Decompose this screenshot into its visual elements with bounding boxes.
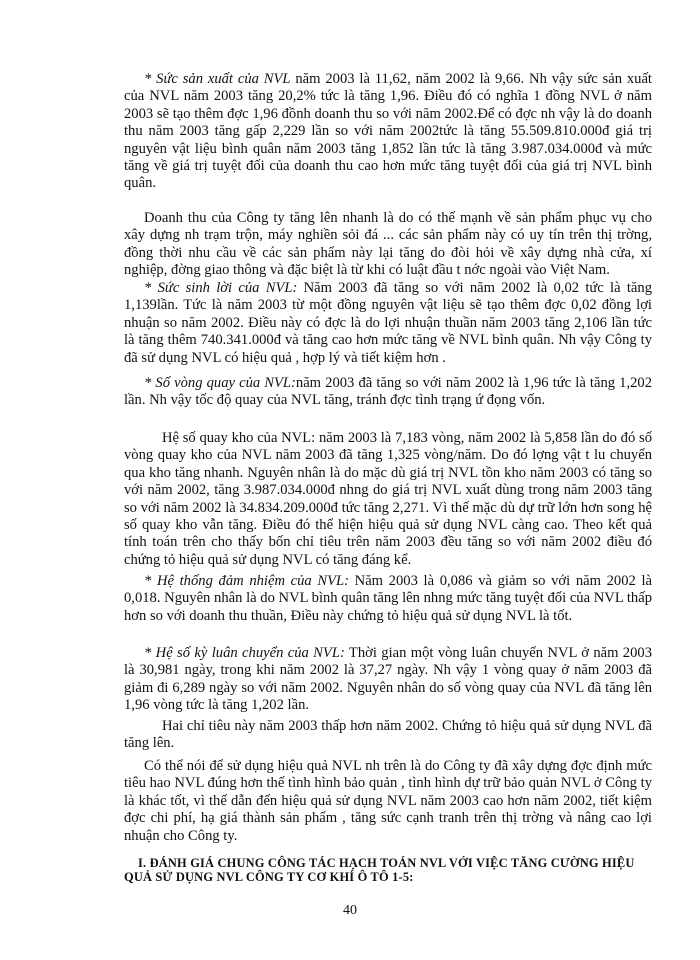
paragraph-inventory-turnover xyxy=(124,430,652,569)
paragraph-lead: * Số vòng quay của NVL: xyxy=(144,375,296,391)
paragraph-conclusion xyxy=(124,758,652,845)
paragraph-responsibility-ratio xyxy=(124,573,652,625)
page-number: 40 xyxy=(343,903,357,918)
paragraph-two-indicators xyxy=(124,718,652,753)
paragraph-body: Có thể nói để sử dụng hiệu quả NVL nh trên là do Công ty đã xây dựng đợc định mức tiêu hao NVL đúng hơn thế tình hình bảo quản , tình hình dự trữ bảo quản NVL ở Công ty là khác tốt, vì thế dẫn đến hiệu quả sử dụng NVL năm 2003 cao hơn năm 2002, tiết kiệm đợc chi phí, hạ giá thành sản phẩm , tăng sức cạnh tranh trên thị trờng và nâng cao lợi nhuận cho Công ty. xyxy=(124,758,652,844)
paragraph-turnover xyxy=(124,375,652,410)
section-heading: I. ĐÁNH GIÁ CHUNG CÔNG TÁC HẠCH TOÁN NVL VỚI VIỆC TĂNG CƯỜNG HIỆU QUẢ SỬ DỤNG NVL CÔNG TY CƠ KHÍ Ô TÔ 1-5: xyxy=(124,856,635,884)
paragraph-body: Năm 2003 đã tăng so với năm 2002 là 0,02 tức là tăng 1,139lần. Tức là năm 2003 từ một đồng nguyên vật liệu sẽ tạo thêm đợc 0,02 đồng lợi nhuận so năm 2002. Điều này có đợc là do lợi nhuận thuần năm 2003 tăng 2,106 lần tức là tăng thêm 740.341.000đ và tăng cao hơn mức tăng về NVL bình quân. Nh vậy Công ty đã sử dụng NVL có hiệu quả , hợp lý và tiết kiệm hơn . xyxy=(124,280,652,366)
paragraph-lead: * Hệ số kỳ luân chuyển của NVL: xyxy=(144,645,345,661)
paragraph-body: Thời gian một vòng luân chuyển NVL ở năm 2003 là 30,981 ngày, trong khi năm 2002 là 37,27 ngày. Nh vậy 1 vòng quay ở năm 2003 đã giảm đi 6,289 ngày so với năm 2002. Nguyên nhân do số vòng quay của NVL đã tăng lên 1,96 vòng tức là tăng 1,202 lần. xyxy=(124,645,652,714)
paragraph-lead: * Sức sản xuất của NVL xyxy=(144,71,291,87)
paragraph-production-capacity xyxy=(124,71,652,193)
paragraph-lead: * Hệ thống đảm nhiệm của NVL: xyxy=(144,573,349,589)
paragraph-body: Hai chỉ tiêu này năm 2003 thấp hơn năm 2002. Chứng tỏ hiệu quả sử dụng NVL đã tăng lên. xyxy=(124,718,652,752)
paragraph-revenue xyxy=(124,210,652,280)
paragraph-profitability xyxy=(124,280,652,367)
paragraph-body: Doanh thu của Công ty tăng lên nhanh là do có thế mạnh về sản phẩm phục vụ cho xây dựng nh trạm trộn, máy nghiền sỏi đá ... các sản phẩm này có uy tín trên thị trờng, đồng thời nhu cầu về các sản phẩm này lại tăng do đòi hỏi về xây dựng nhà cửa, xí nghiệp, đờng giao thông và đặc biệt là từ khi có luật đầu t nớc ngoài vào Việt Nam. xyxy=(124,210,652,279)
paragraph-body: Năm 2003 là 0,086 và giảm so với năm 2002 là 0,018. Nguyên nhân là do NVL bình quân tăng lên nhng mức tăng tuyệt đối của NVL thấp hơn so với doanh thu thuần, Điều này chứng tỏ hiệu quả sử dụng NVL là tốt. xyxy=(124,573,652,624)
paragraph-body: năm 2003 là 11,62, năm 2002 là 9,66. Nh vậy sức sản xuất của NVL năm 2003 tăng 20,2% tức là tăng 1,96. Điều đó có nghĩa 1 đồng NVL ở năm 2003 sẽ tạo thêm đợc 1,96 đồnh doanh thu so với năm 2002.Để có đợc nh vậy là do doanh thu năm 2003 tăng gấp 2,229 lần so với năm 2002tức là tăng 55.509.810.000đ giá trị nguyên vật liệu bình quân năm 2003 tăng 1,852 lần tức là tăng 3.987.034.000đ và mức tăng về giá trị tuyệt đối của doanh thu cao hơn mức tăng tuyệt đối của giá trị NVL bình quân. xyxy=(124,71,652,192)
paragraph-rotation-period xyxy=(124,645,652,715)
paragraph-body: Hệ số quay kho của NVL: năm 2003 là 7,183 vòng, năm 2002 là 5,858 lần do đó số vòng quay kho của NVL năm 2003 đã tăng 1,325 vòng/năm. Do đó lợng vật t lu chuyển qua kho tăng nhanh. Nguyên nhân là do mặc dù giá trị NVL tồn kho năm 2003 có tăng so với năm 2002, tăng 3.987.034.000đ nhng do giá trị NVL xuất dùng trong năm 2003 tăng so với năm 2002 là 34.834.209.000đ tức tăng 2,271. Vì thế mặc dù dự trữ lớn hơn song hệ số quay kho vẫn tăng. Điều đó thể hiện hiệu quả sử dụng NVL càng cao. Theo kết quả tính toán trên cho thấy bốn chỉ tiêu trên năm 2003 đều tăng so với năm 2002 điều đó chứng tỏ hiệu quả sử dụng NVL có tăng đáng kể. xyxy=(124,430,652,568)
paragraph-lead: * Sức sinh lời của NVL: xyxy=(144,280,298,296)
paragraph-body: năm 2003 đã tăng so với năm 2002 là 1,96 tức là tăng 1,202 lần. Nh vậy tốc độ quay của NVL tăng, tránh đợc tình trạng ứ đọng vốn. xyxy=(124,375,652,409)
